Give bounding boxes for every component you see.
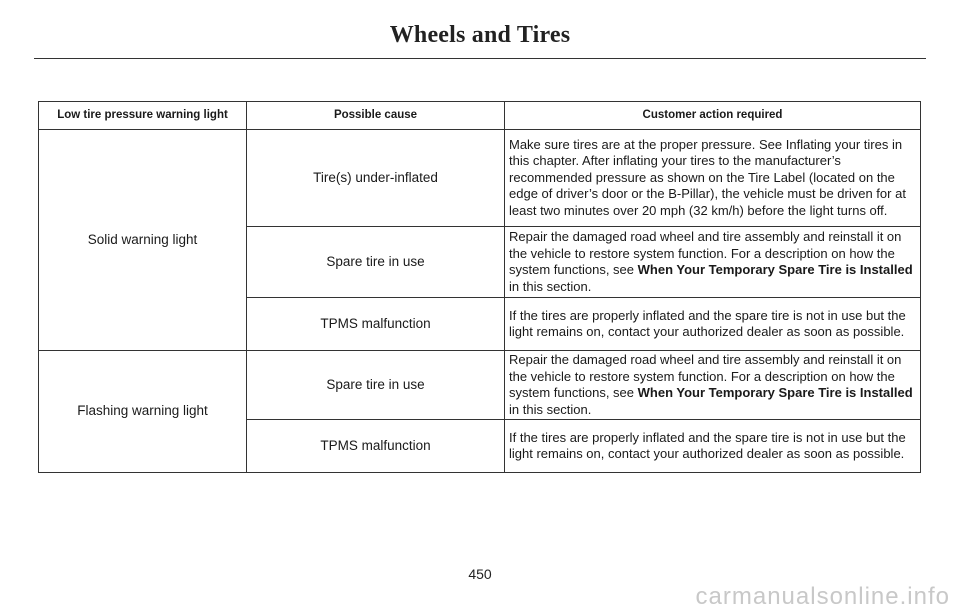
warning-cell-flashing: Flashing warning light xyxy=(39,351,247,473)
cause-cell: Tire(s) under-inflated xyxy=(247,130,505,227)
header-warning-light: Low tire pressure warning light xyxy=(39,102,247,130)
action-text: in this section. xyxy=(509,278,592,294)
header-rule xyxy=(34,58,926,59)
header-customer-action: Customer action required xyxy=(505,102,921,130)
action-text: Repair the damaged road wheel and tire assembly and reinstall it on the vehicle to restore system function. For a description on how the system functions, see xyxy=(509,229,902,277)
tpms-warning-table xyxy=(38,101,921,473)
section-reference: When Your Temporary Spare Tire is Installed xyxy=(637,262,913,277)
action-cell: If the tires are properly inflated and the spare tire is not in use but the light remains on, contact your authorized dealer as soon as possible. xyxy=(505,420,921,473)
action-cell: Make sure tires are at the proper pressure. See Inflating your tires in this chapter. After inflating your tires to the manufacturer’s recommended pressure as shown on the Tire Label (located on the edge of driver’s door or the B-Pillar), the vehicle must be driven for at least two minutes over 20 mph (32 km/h) before the light turns off. xyxy=(505,130,921,227)
action-text: Repair the damaged road wheel and tire assembly and reinstall it on the vehicle to restore system function. For a description on how the system functions, see xyxy=(509,352,902,400)
section-reference: When Your Temporary Spare Tire is Installed xyxy=(637,385,913,400)
action-cell xyxy=(505,351,921,420)
table-header-row xyxy=(39,102,921,130)
cause-cell: TPMS malfunction xyxy=(247,298,505,351)
table-row xyxy=(39,351,921,420)
cause-cell: Spare tire in use xyxy=(247,227,505,298)
cause-cell: TPMS malfunction xyxy=(247,420,505,473)
page-title: Wheels and Tires xyxy=(389,22,571,48)
table-row xyxy=(39,130,921,227)
action-cell xyxy=(505,227,921,298)
header-possible-cause: Possible cause xyxy=(247,102,505,130)
warning-cell-solid: Solid warning light xyxy=(39,130,247,351)
watermark: carmanualsonline.info xyxy=(695,583,950,610)
action-text: in this section. xyxy=(509,401,592,417)
page-number: 450 xyxy=(468,566,492,582)
cause-cell: Spare tire in use xyxy=(247,351,505,420)
action-cell: If the tires are properly inflated and the spare tire is not in use but the light remains on, contact your authorized dealer as soon as possible. xyxy=(505,298,921,351)
